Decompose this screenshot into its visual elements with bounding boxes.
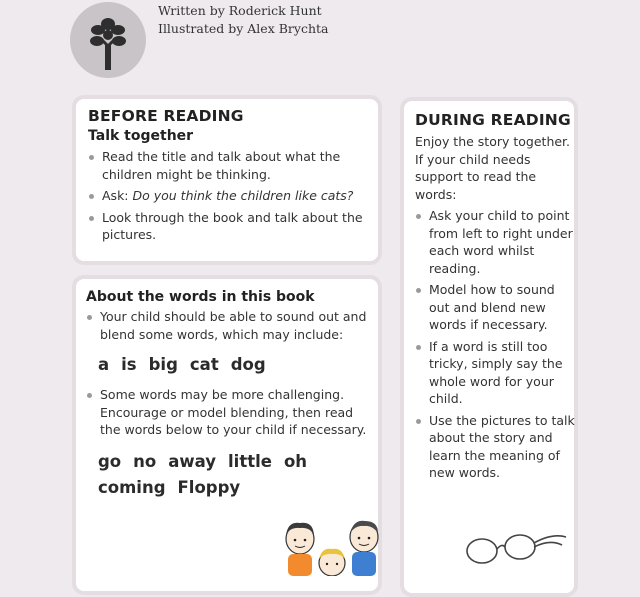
word: away [168,451,217,471]
list-item: If a word is still too tricky, simply say the whole word for your child. [415,338,575,408]
list-item: Your child should be able to sound out and blend some words, which may include: [86,308,372,343]
illustrator-line: Illustrated by Alex Brychta [158,21,329,36]
tricky-words-line-2 [98,475,372,501]
during-reading-box [400,97,578,597]
word: is [121,355,137,374]
tree-icon [70,2,146,78]
word: little [228,451,272,471]
tricky-words-line-1 [98,449,372,475]
before-reading-box [72,95,382,265]
word: big [148,355,178,374]
credits [158,2,328,38]
word: no [133,451,157,471]
during-reading-heading: DURING READING [415,111,571,129]
list-item: Ask your child to point from left to right under each word whilst reading. [415,207,575,277]
word: Floppy [177,477,241,497]
list-item: Model how to sound out and blend new words if necessary. [415,281,575,334]
children-illustration [280,515,385,576]
list-item: Look through the book and talk about the pictures. [88,209,368,244]
logo-badge [70,2,146,78]
list-item: Read the title and talk about what the children might be thinking. [88,148,368,183]
word: dog [230,355,266,374]
list-item [88,187,368,205]
tricky-words [98,449,372,501]
before-reading-heading: BEFORE READING [88,107,244,125]
about-words-list-1 [86,308,372,343]
author-line: Written by Roderick Hunt [158,3,322,18]
talk-together-subheading: Talk together [88,128,194,144]
word: go [98,451,122,471]
list-item: Use the pictures to talk about the story and learn the meaning of new words. [415,412,575,482]
during-reading-list [415,207,575,482]
ask-prefix: Ask: [102,188,133,203]
word: cat [189,355,219,374]
during-reading-intro: Enjoy the story together. If your child needs support to read the words: [415,134,571,202]
word: a [98,355,110,374]
about-words-heading: About the words in this book [86,289,315,305]
before-reading-list [88,148,368,244]
word: oh [283,451,308,471]
decodable-words [98,355,372,374]
glasses-illustration [462,523,572,573]
ask-question: Do you think the children like cats? [132,188,354,203]
word: coming [98,477,166,497]
about-words-list-2 [86,386,372,439]
list-item: Some words may be more challenging. Encourage or model blending, then read the words below to your child if necessary. [86,386,372,439]
